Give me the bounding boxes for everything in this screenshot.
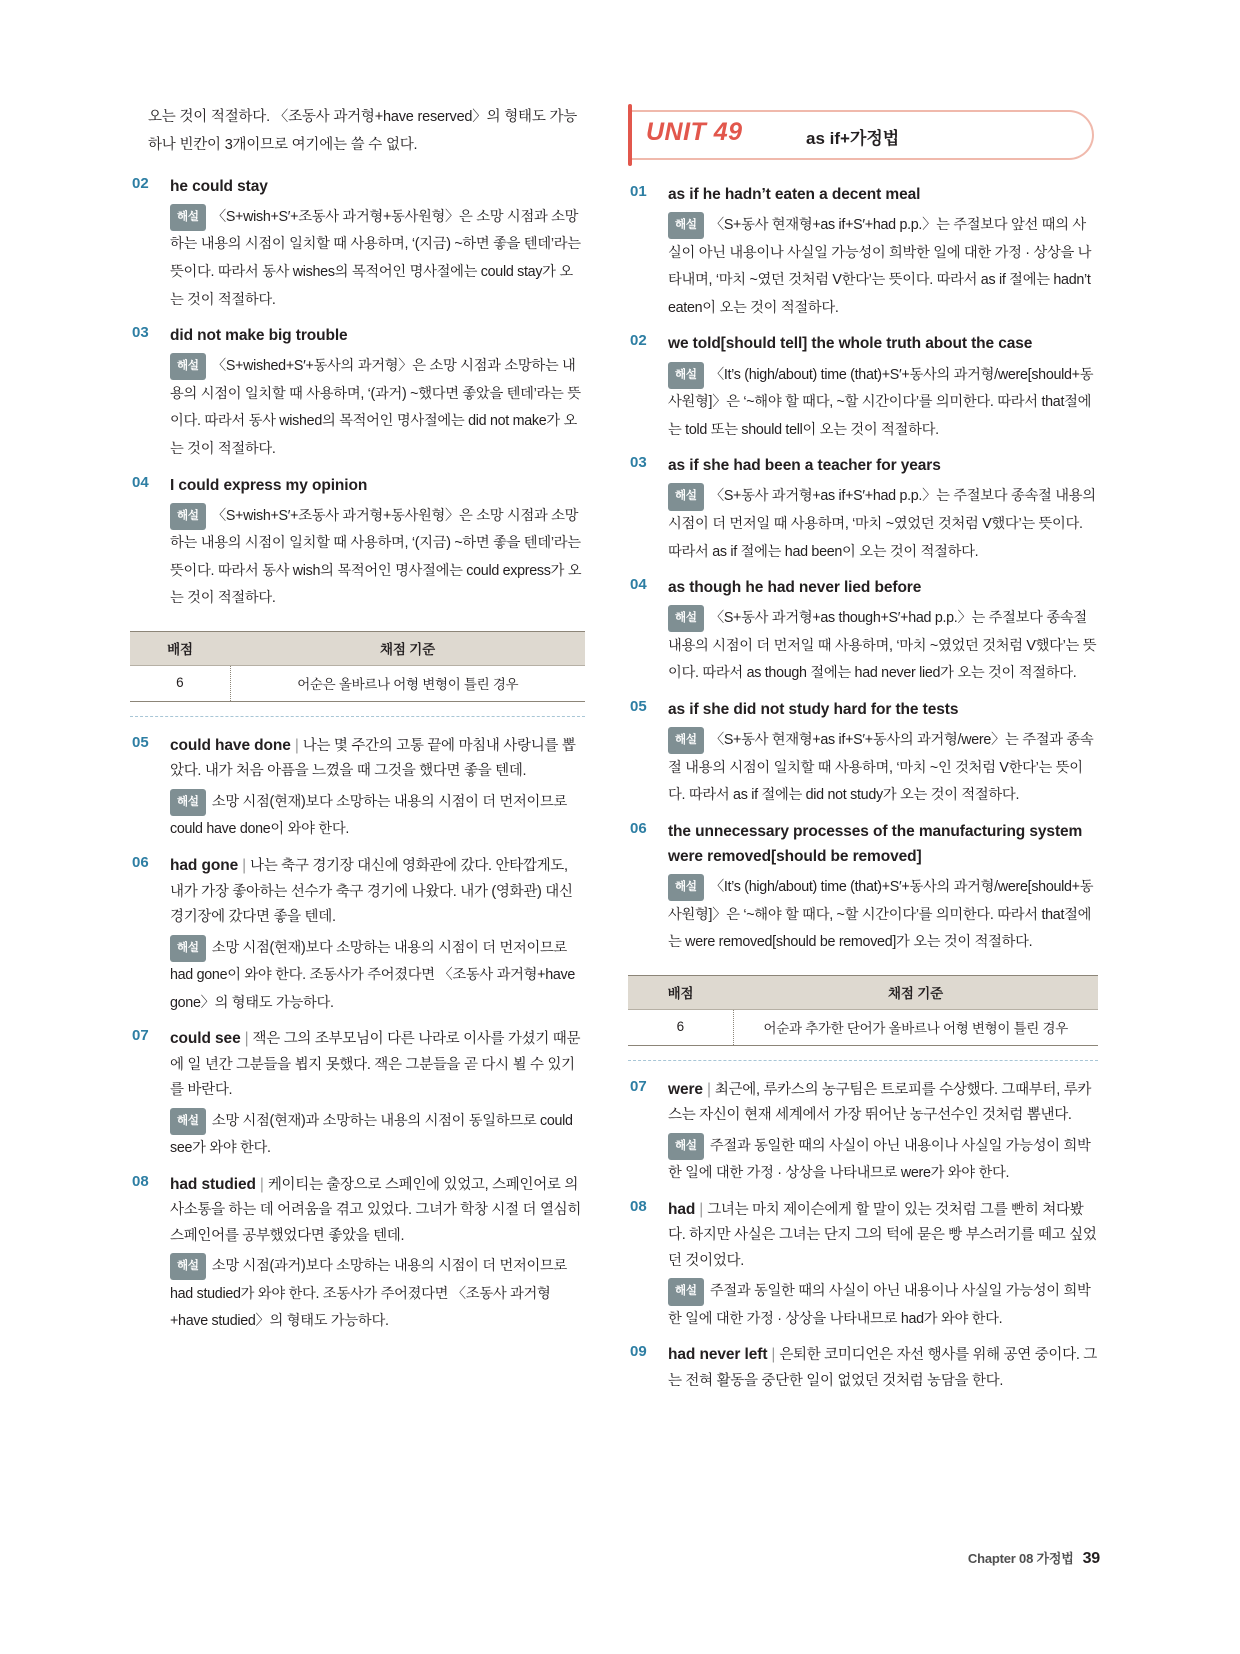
explanation-text: 〈S+wish+S′+조동사 과거형+동사원형〉은 소망 시점과 소망하는 내용의 시점이 일치할 때 사용하며, ‘(지금) ~하면 좋을 텐데’라는 뜻이다. 따라서 동사 wish의 목적어인 명사절에는 could express가 오는 것이 적절하다. bbox=[170, 507, 582, 607]
item-translation: 은퇴한 코미디언은 자선 행사를 위해 공연 중이다. 그는 전혀 활동을 중단한 일이 없었던 것처럼 농담을 한다. bbox=[668, 1347, 1098, 1389]
item-explanation bbox=[170, 503, 585, 613]
item-answer bbox=[668, 1197, 1098, 1273]
section-divider bbox=[130, 716, 585, 717]
item-number: 01 bbox=[630, 183, 647, 200]
item-number: 06 bbox=[132, 854, 149, 872]
table-header-cell: 배점 bbox=[628, 975, 733, 1009]
answer-item bbox=[628, 1077, 1098, 1188]
item-answer: I could express my opinion bbox=[170, 476, 368, 494]
section-divider bbox=[628, 1060, 1098, 1061]
answer-item bbox=[628, 1197, 1098, 1334]
answer-item bbox=[628, 819, 1098, 957]
table-cell-score: 6 bbox=[628, 1009, 733, 1045]
explanation-tag: 해설 bbox=[170, 1253, 206, 1280]
item-explanation bbox=[668, 212, 1098, 322]
explanation-tag: 해설 bbox=[668, 1133, 704, 1160]
item-answer: we told[should tell] the whole truth about the case bbox=[668, 335, 1033, 353]
explanation-tag: 해설 bbox=[170, 1108, 206, 1135]
answer-item bbox=[130, 853, 585, 1017]
explanation-text: 소망 시점(현재)과 소망하는 내용의 시점이 동일하므로 could see가 와야 한다. bbox=[170, 1112, 573, 1157]
item-number: 09 bbox=[630, 1343, 647, 1361]
answer-item bbox=[628, 575, 1098, 688]
unit-header bbox=[628, 104, 1098, 166]
item-separator: | bbox=[242, 857, 247, 875]
item-explanation bbox=[668, 605, 1098, 688]
explanation-tag: 해설 bbox=[170, 353, 206, 380]
item-explanation bbox=[668, 1133, 1098, 1188]
explanation-tag: 해설 bbox=[170, 789, 206, 816]
item-translation: 나는 축구 경기장 대신에 영화관에 갔다. 안타깝게도, 내가 가장 좋아하는 선수가 축구 경기에 나왔다. 내가 (영화관) 대신 경기장에 갔다면 좋을 텐데. bbox=[170, 858, 573, 926]
item-separator: | bbox=[771, 1346, 776, 1364]
item-answer-text: could have done bbox=[170, 736, 291, 754]
explanation-tag: 해설 bbox=[668, 212, 704, 239]
answer-item bbox=[130, 473, 585, 613]
item-number: 08 bbox=[132, 1172, 149, 1190]
item-number: 04 bbox=[630, 576, 647, 594]
explanation-tag: 해설 bbox=[668, 483, 704, 510]
explanation-text: 〈S+wished+S′+동사의 과거형〉은 소망 시점과 소망하는 내용의 시점이 일치할 때 사용하며, ‘(과거) ~했다면 좋았을 텐데’라는 뜻이다. 따라서 동사 wished의 목적어인 명사절에는 did not make가 오는 것이 적절하다. bbox=[170, 358, 581, 457]
explanation-tag: 해설 bbox=[668, 1278, 704, 1305]
right-column bbox=[628, 104, 1098, 1402]
answer-item bbox=[628, 1342, 1098, 1393]
item-answer: did not make big trouble bbox=[170, 327, 348, 345]
item-explanation bbox=[668, 874, 1098, 957]
table-header-cell: 채점 기준 bbox=[733, 975, 1098, 1009]
answer-item bbox=[628, 697, 1098, 810]
item-separator: | bbox=[294, 736, 299, 754]
answer-item bbox=[130, 323, 585, 463]
table-row bbox=[130, 665, 585, 701]
unit-title: as if+가정법 bbox=[806, 129, 900, 148]
answer-item bbox=[628, 182, 1098, 322]
explanation-tag: 해설 bbox=[170, 503, 206, 530]
item-translation: 최근에, 루카스의 농구팀은 트로피를 수상했다. 그때부터, 루카스는 자신이 현재 세계에서 가장 뛰어난 농구선수인 것처럼 뽐낸다. bbox=[668, 1081, 1092, 1124]
item-explanation bbox=[170, 1108, 585, 1163]
answer-item bbox=[628, 331, 1098, 444]
answer-item bbox=[130, 174, 585, 314]
item-answer bbox=[170, 733, 585, 784]
table-header-row bbox=[628, 975, 1098, 1009]
explanation-text: 〈S+동사 과거형+as though+S′+had p.p.〉는 주절보다 종속절 내용의 시점이 더 먼저일 때 사용하며, ‘마치 ~였었던 것처럼 V했다’는 뜻이다. 따라서 as though 절에는 had never lied가 오는 것이 적절하다. bbox=[668, 610, 1097, 682]
unit-header-accent bbox=[628, 104, 632, 166]
item-answer: the unnecessary processes of the manufacturing system were removed[should be removed] bbox=[668, 822, 1083, 865]
item-number: 05 bbox=[630, 697, 647, 715]
page-footer bbox=[968, 1548, 1100, 1568]
explanation-tag: 해설 bbox=[668, 605, 704, 632]
table-header-cell: 배점 bbox=[130, 631, 230, 665]
item-number: 08 bbox=[630, 1197, 647, 1215]
item-translation: 케이티는 출장으로 스페인에 있었고, 스페인어로 의사소통을 하는 데 어려움을 겪고 있었다. 그녀가 학창 시절 더 열심히 스페인어를 공부했었다면 좋았을 텐데. bbox=[170, 1176, 582, 1244]
score-table bbox=[130, 631, 585, 702]
item-answer-text: had studied bbox=[170, 1175, 256, 1193]
table-header-cell: 채점 기준 bbox=[230, 631, 585, 665]
explanation-text: 〈It’s (high/about) time (that)+S′+동사의 과거형/were[should+동사원형]〉은 ‘~해야 할 때다, ~할 시간이다’를 의미한다. 따라서 that절에는 told 또는 should tell이 오는 것이 적절하다. bbox=[668, 366, 1094, 438]
item-number: 07 bbox=[630, 1077, 647, 1095]
item-answer: as if he hadn’t eaten a decent meal bbox=[668, 186, 921, 203]
item-answer bbox=[170, 853, 585, 929]
item-answer bbox=[170, 1026, 585, 1102]
item-explanation bbox=[668, 727, 1098, 810]
item-explanation bbox=[170, 353, 585, 463]
item-answer: as if she did not study hard for the tests bbox=[668, 700, 959, 718]
item-number: 03 bbox=[132, 324, 149, 342]
item-answer bbox=[668, 1077, 1098, 1128]
table-header-row bbox=[130, 631, 585, 665]
item-number: 04 bbox=[132, 473, 149, 491]
item-translation: 잭은 그의 조부모님이 다른 나라로 이사를 가셨기 때문에 일 년간 그분들을 뵙지 못했다. 잭은 그분들을 곧 다시 뵐 수 있기를 바란다. bbox=[170, 1031, 581, 1099]
item-separator: | bbox=[244, 1030, 249, 1048]
answer-item bbox=[130, 1026, 585, 1163]
explanation-tag: 해설 bbox=[170, 204, 206, 231]
item-answer bbox=[668, 1342, 1098, 1393]
item-answer-text: had bbox=[668, 1200, 696, 1218]
item-number: 02 bbox=[132, 174, 149, 192]
item-number: 07 bbox=[132, 1027, 149, 1045]
item-explanation bbox=[170, 1253, 585, 1336]
explanation-text: 소망 시점(현재)보다 소망하는 내용의 시점이 더 먼저이므로 had gone이 와야 한다. 조동사가 주어졌다면 〈조동사 과거형+have gone〉의 형태도 가능하다. bbox=[170, 939, 575, 1011]
answer-item bbox=[628, 453, 1098, 566]
item-answer bbox=[170, 1172, 585, 1248]
item-number: 03 bbox=[630, 454, 647, 472]
explanation-text: 소망 시점(과거)보다 소망하는 내용의 시점이 더 먼저이므로 had studied가 와야 한다. 조동사가 주어졌다면 〈조동사 과거형+have studied〉의 형태도 가능하다. bbox=[170, 1258, 568, 1330]
item-translation: 그녀는 마치 제이슨에게 할 말이 있는 것처럼 그를 빤히 쳐다봤다. 하지만 사실은 그녀는 단지 그의 턱에 묻은 빵 부스러기를 떼고 싶었던 것이었다. bbox=[668, 1201, 1097, 1269]
table-cell-score: 6 bbox=[130, 665, 230, 701]
item-answer-text: had gone bbox=[170, 857, 239, 875]
explanation-text: 소망 시점(현재)보다 소망하는 내용의 시점이 더 먼저이므로 could have done이 와야 한다. bbox=[170, 793, 568, 838]
intro-paragraph: 오는 것이 적절하다. 〈조동사 과거형+have reserved〉의 형태도 가능하나 빈칸이 3개이므로 여기에는 쓸 수 없다. bbox=[148, 109, 578, 153]
explanation-text: 〈S+wish+S′+조동사 과거형+동사원형〉은 소망 시점과 소망하는 내용의 시점이 일치할 때 사용하며, ‘(지금) ~하면 좋을 텐데’라는 뜻이다. 따라서 동사 wishes의 목적어인 명사절에는 could stay가 오는 것이 적절하다. bbox=[170, 208, 581, 308]
explanation-text: 〈S+동사 현재형+as if+S′+동사의 과거형/were〉는 주절과 종속절 내용의 시점이 일치할 때 사용하며, ‘마치 ~인 것처럼 V한다’는 뜻이다. 따라서 as if 절에는 did not study가 오는 것이 적절하다. bbox=[668, 732, 1094, 804]
left-column bbox=[130, 104, 585, 1345]
item-explanation bbox=[170, 935, 585, 1018]
table-cell-criteria: 어순은 올바르나 어형 변형이 틀린 경우 bbox=[230, 665, 585, 701]
item-separator: | bbox=[259, 1175, 264, 1193]
answer-item bbox=[130, 733, 585, 844]
score-table bbox=[628, 975, 1098, 1046]
explanation-tag: 해설 bbox=[170, 935, 206, 962]
table-cell-criteria: 어순과 추가한 단어가 올바르나 어형 변형이 틀린 경우 bbox=[733, 1009, 1098, 1045]
item-number: 02 bbox=[630, 332, 647, 350]
explanation-text: 주절과 동일한 때의 사실이 아닌 내용이나 사실일 가능성이 희박한 일에 대한 가정 · 상상을 나타내므로 had가 와야 한다. bbox=[668, 1283, 1091, 1327]
table-row bbox=[628, 1009, 1098, 1045]
explanation-text: 주절과 동일한 때의 사실이 아닌 내용이나 사실일 가능성이 희박한 일에 대한 가정 · 상상을 나타내므로 were가 와야 한다. bbox=[668, 1137, 1091, 1182]
item-answer: he could stay bbox=[170, 177, 268, 195]
explanation-text: 〈S+동사 현재형+as if+S′+had p.p.〉는 주절보다 앞선 때의 사실이 아닌 내용이나 사실일 가능성이 희박한 일에 대한 가정 · 상상을 나타내며, ‘마치 ~였던 것처럼 V한다’는 뜻이다. 따라서 as if 절에는 hadn’t eaten이 오는 것이 적절하다. bbox=[668, 217, 1092, 316]
explanation-text: 〈It’s (high/about) time (that)+S′+동사의 과거형/were[should+동사원형]〉은 ‘~해야 할 때다, ~할 시간이다’를 의미한다. 따라서 that절에는 were removed[should be removed]가 오는 것이 적절하다. bbox=[668, 879, 1094, 951]
item-number: 06 bbox=[630, 819, 647, 837]
footer-chapter: Chapter 08 가정법 bbox=[967, 1551, 1074, 1566]
unit-number: UNIT 49 bbox=[646, 118, 743, 146]
item-answer: as though he had never lied before bbox=[668, 579, 922, 597]
item-explanation bbox=[668, 362, 1098, 445]
explanation-tag: 해설 bbox=[668, 362, 704, 389]
item-explanation bbox=[668, 1278, 1098, 1333]
explanation-tag: 해설 bbox=[668, 874, 704, 901]
item-separator: | bbox=[706, 1080, 711, 1098]
item-answer-text: were bbox=[668, 1080, 703, 1098]
item-explanation bbox=[170, 204, 585, 314]
answer-item bbox=[130, 1172, 585, 1336]
item-translation: 나는 몇 주간의 고통 끝에 마침내 사랑니를 뽑았다. 내가 처음 아픔을 느꼈을 때 그것을 했다면 좋을 텐데. bbox=[170, 737, 576, 780]
explanation-text: 〈S+동사 과거형+as if+S′+had p.p.〉는 주절보다 종속절 내용의 시점이 더 먼저일 때 사용하며, ‘마치 ~였었던 것처럼 V했다’는 뜻이다. 따라서 as if 절에는 had been이 오는 것이 적절하다. bbox=[668, 488, 1096, 560]
item-explanation bbox=[170, 789, 585, 844]
item-separator: | bbox=[699, 1200, 704, 1218]
explanation-tag: 해설 bbox=[668, 727, 704, 754]
item-number: 05 bbox=[132, 733, 149, 751]
item-answer: as if she had been a teacher for years bbox=[668, 457, 941, 475]
item-answer-text: could see bbox=[170, 1030, 241, 1048]
footer-page-number: 39 bbox=[1082, 1550, 1100, 1567]
item-answer-text: had never left bbox=[668, 1346, 768, 1364]
item-explanation bbox=[668, 483, 1098, 566]
